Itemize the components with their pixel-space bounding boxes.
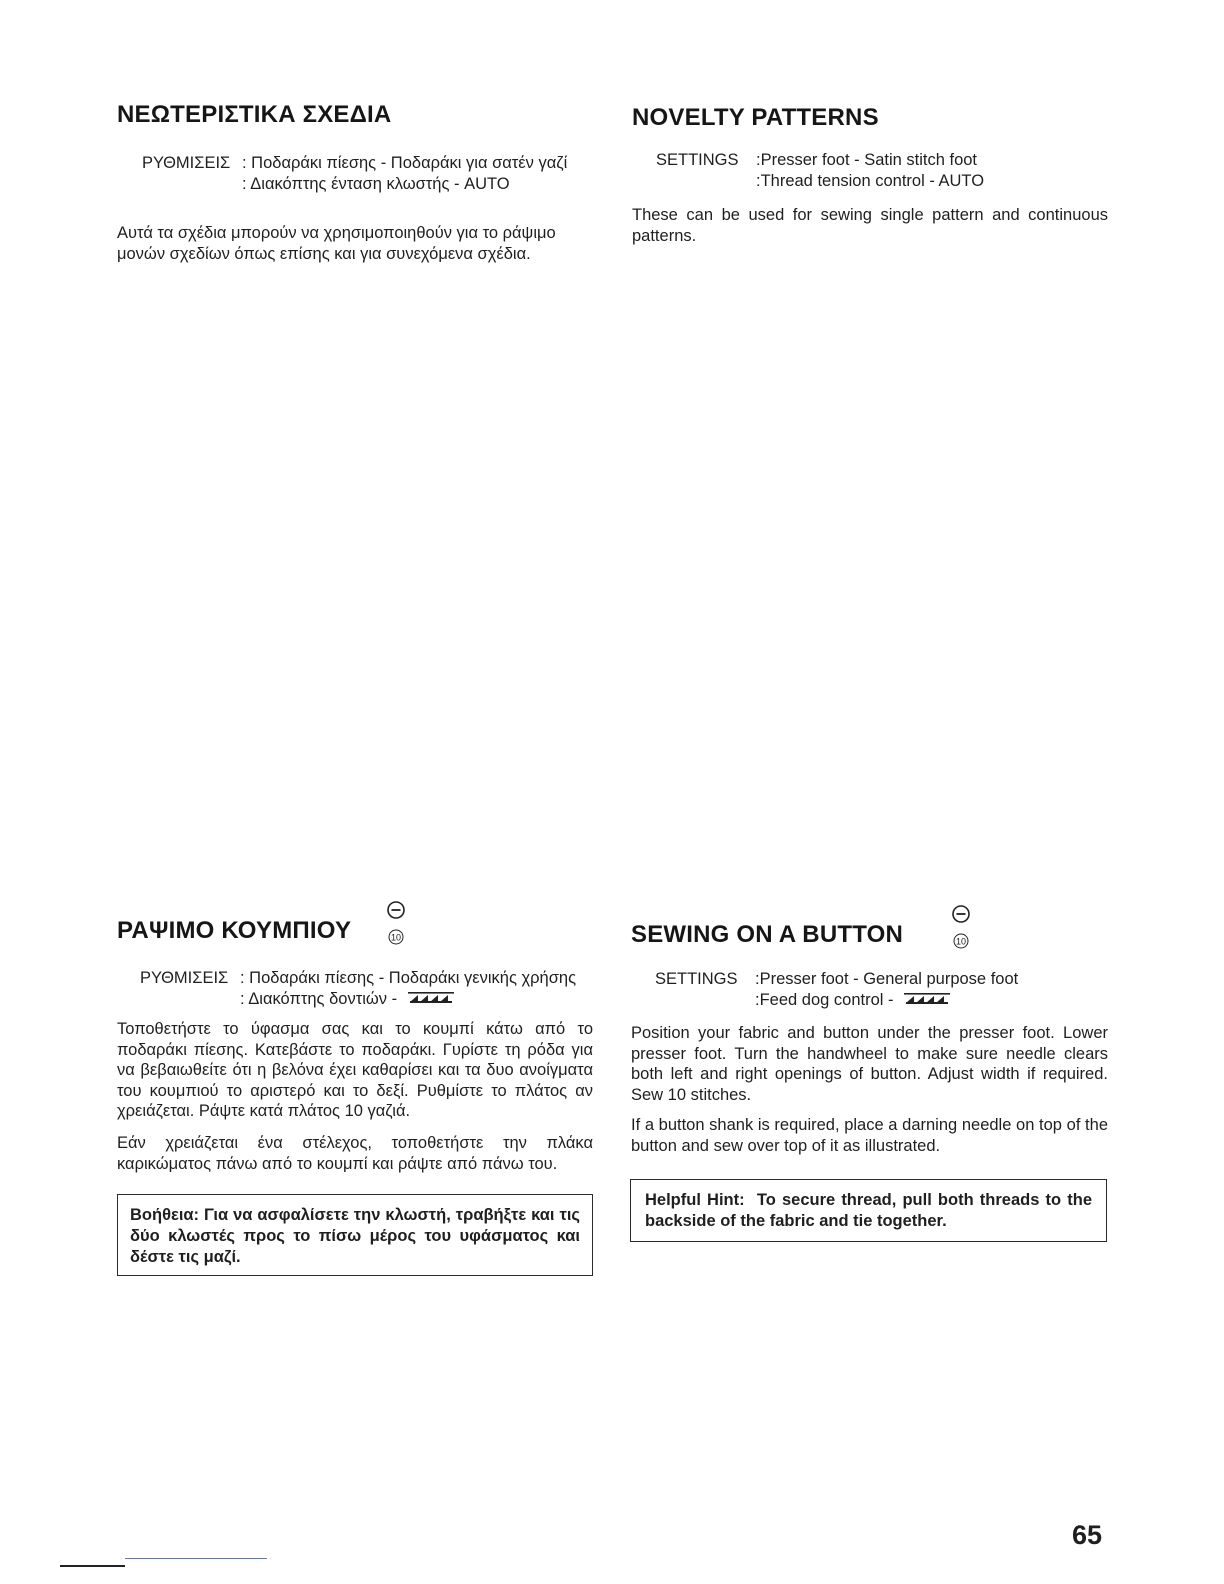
settings-label: SETTINGS xyxy=(655,970,738,988)
setting-presser-foot: : Ποδαράκι πίεσης - Ποδαράκι για σατέν γαζί xyxy=(242,154,568,172)
settings-label: SETTINGS xyxy=(656,151,739,169)
feed-dog-lowered-icon xyxy=(408,989,454,1010)
greek-hint-text: Βοήθεια: Για να ασφαλίσετε την κλωστή, τραβήξτε και τις δύο κλωστές προς το πίσω μέρος του υφάσματος και δέστε τις μαζί. xyxy=(130,1206,580,1266)
greek-novelty-settings xyxy=(142,153,602,197)
setting-presser-foot: :Presser foot - General purpose foot xyxy=(755,970,1019,988)
helpful-hint-body: To secure thread, pull both threads to the backside of the fabric and tie together. xyxy=(645,1191,1092,1230)
page-number: 65 xyxy=(1072,1520,1103,1550)
greek-button-body-1: Τοποθετήστε το ύφασμα σας και το κουμπί κάτω από το ποδαράκι πίεσης. Κατεβάστε το ποδαράκι. Γυρίστε τη ρόδα για να βεβαιωθείτε ότι η βελόνα έχει καθαρίσει και τα δυο ανοίγματα του κουμπιού το αριστερό και το δεξί. Ρυθμίστε το πλάτος αν χρειάζεται. Ράψτε κατά πλάτος 10 γαζιά. xyxy=(117,1020,593,1120)
setting-presser-foot: :Presser foot - Satin stitch foot xyxy=(756,151,978,169)
setting-presser-foot: : Ποδαράκι πίεσης - Ποδαράκι γενικής χρήσης xyxy=(240,969,577,987)
helpful-hint-text xyxy=(645,1190,1092,1232)
greek-novelty-body: Αυτά τα σχέδια μπορούν να χρησιμοποιηθούν για το ράψιμο μονών σχεδίων όπως επίσης και για συνεχόμενα σχέδια. xyxy=(117,224,556,263)
footer-rule xyxy=(60,1565,125,1567)
feed-dog-lowered-icon xyxy=(904,990,950,1011)
settings-label: ΡΥΘΜΙΣΕΙΣ xyxy=(142,154,231,172)
button-settings xyxy=(655,969,1125,1013)
setting-feed-dog: : Διακόπτης δοντιών - xyxy=(240,990,398,1008)
svg-text:10: 10 xyxy=(390,932,402,943)
sewing-on-a-button-title: SEWING ON A BUTTON xyxy=(631,921,904,948)
novelty-body: These can be used for sewing single pattern and continuous patterns. xyxy=(632,206,1108,245)
novelty-patterns-title: NOVELTY PATTERNS xyxy=(632,104,879,131)
button-body-2: If a button shank is required, place a darning needle on top of the button and sew over top of it as illustrated. xyxy=(631,1116,1108,1155)
settings-label: ΡΥΘΜΙΣΕΙΣ xyxy=(140,969,229,987)
button-body-1: Position your fabric and button under the presser foot. Lower presser foot. Turn the handwheel to make sure needle clears both left and right openings of button. Adjust width if required. Sew 10 stitches. xyxy=(631,1024,1108,1104)
helpful-hint-label: Helpful Hint: xyxy=(645,1191,745,1209)
footer-rule-accent xyxy=(125,1558,267,1559)
svg-text:10: 10 xyxy=(955,936,967,947)
setting-thread-tension: :Thread tension control - AUTO xyxy=(756,172,985,190)
novelty-settings xyxy=(656,150,1116,194)
stitch-dial-icon xyxy=(948,902,974,950)
setting-feed-dog: :Feed dog control - xyxy=(755,991,894,1009)
greek-hint-box xyxy=(117,1194,593,1276)
stitch-dial-icon xyxy=(383,898,409,946)
greek-button-body-2: Εάν χρειάζεται ένα στέλεχος, τοποθετήστε την πλάκα καρικώματος πάνω από το κουμπί και ράψτε από πάνω του. xyxy=(117,1134,593,1173)
setting-thread-tension: : Διακόπτης ένταση κλωστής - AUTO xyxy=(242,175,510,193)
greek-novelty-title: ΝΕΩΤΕΡΙΣΤΙΚΑ ΣΧΕΔΙΑ xyxy=(117,101,392,128)
helpful-hint-box xyxy=(630,1179,1107,1242)
greek-button-title: ΡΑΨΙΜΟ ΚΟΥΜΠΙΟΥ xyxy=(117,917,352,944)
greek-button-settings xyxy=(140,968,610,1012)
